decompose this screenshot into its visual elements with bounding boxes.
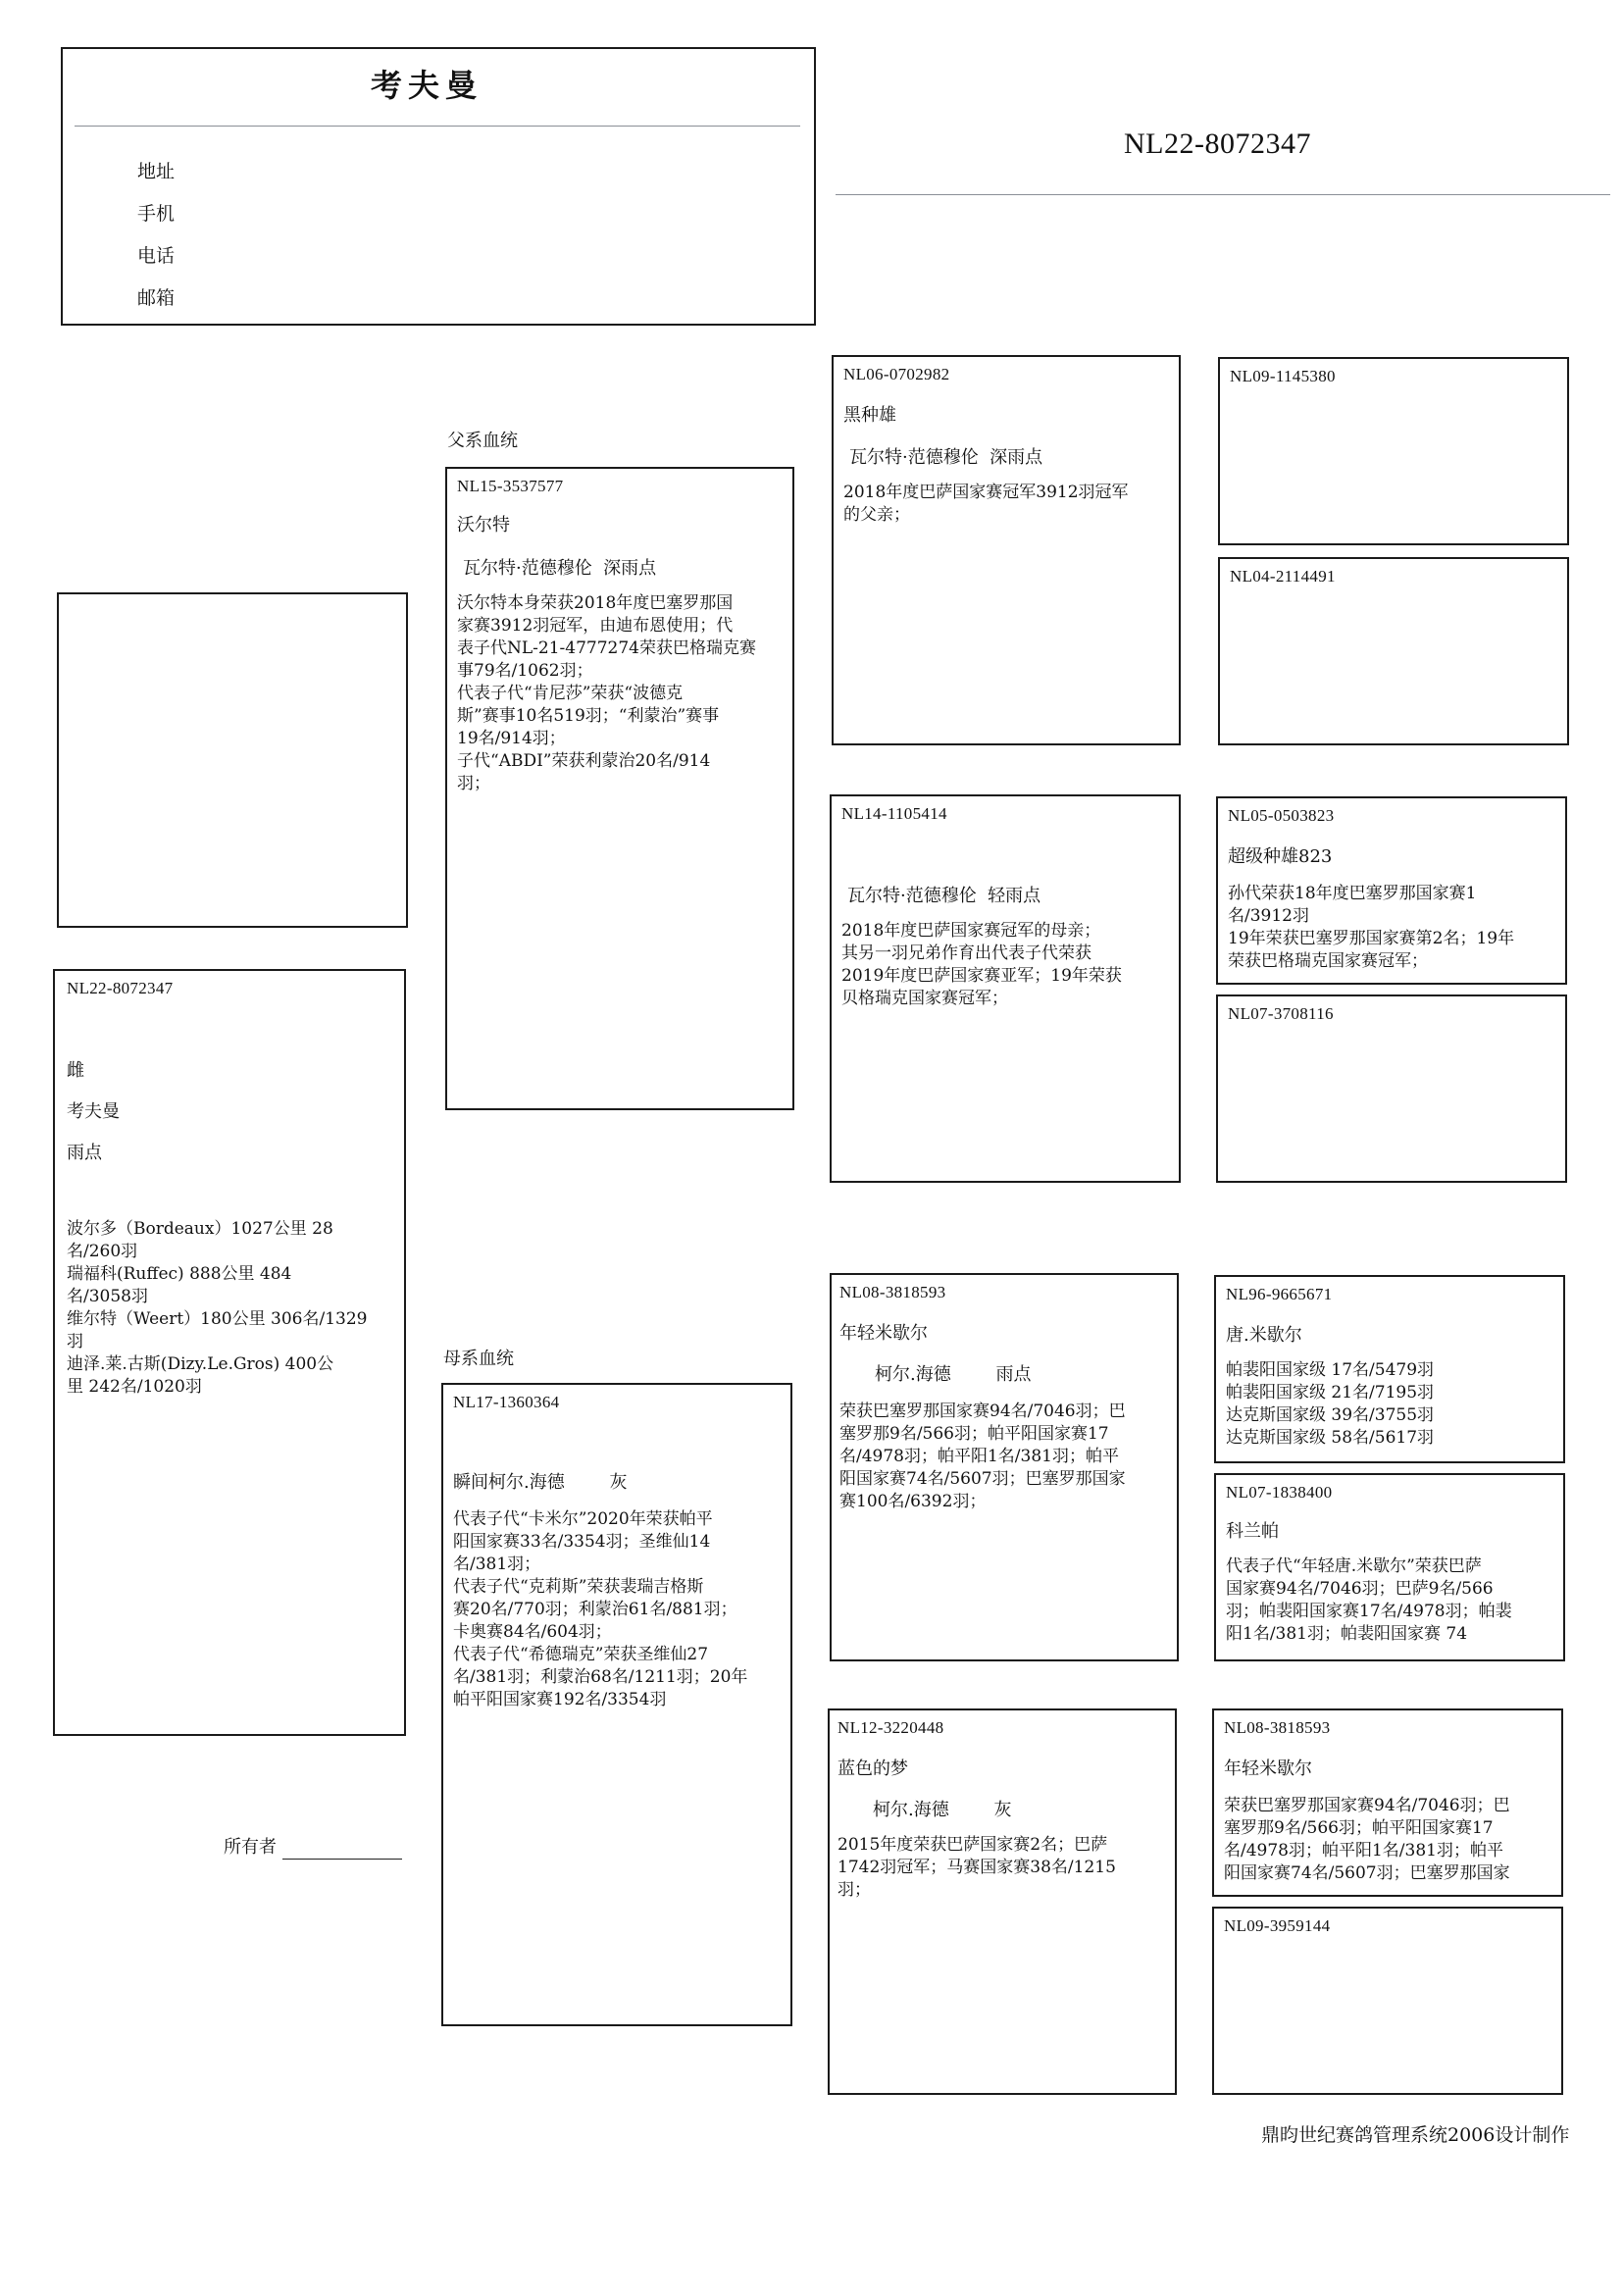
sdd-ring: NL07-3708116 (1228, 1004, 1334, 1023)
sss-ring: NL09-1145380 (1230, 367, 1336, 385)
ddd-ring: NL09-3959144 (1224, 1916, 1331, 1935)
main-ring-divider (836, 194, 1610, 195)
ssd-ring: NL04-2114491 (1230, 567, 1336, 586)
sire-sire-notes: 2018年度巴萨国家赛冠军3912羽冠军 的父亲； (843, 483, 1129, 525)
subject-results: 波尔多（Bordeaux）1027公里 28 名/260羽 瑞福科(Ruffec) 888公里 484 名/3058羽 维尔特（Weert）180公里 306名/1329 羽 迪泽.莱.古斯(Dizy.Le.Gros) 400公 里 242名/1020羽 (67, 1219, 368, 1397)
phone-label: 电话 (137, 245, 176, 267)
dam-dam-name: 蓝色的梦 (837, 1759, 908, 1779)
sire-name: 沃尔特 (457, 515, 510, 535)
dsd-notes: 代表子代“年轻唐.米歇尔”荣获巴萨 国家赛94名/7046羽；巴萨9名/566 羽；帕裴阳国家赛17名/4978羽；帕裴 阳1名/381羽；帕裴阳国家赛 74 (1226, 1556, 1512, 1644)
main-ring-number: NL22-8072347 (1124, 127, 1311, 160)
dam-dam-ring: NL12-3220448 (837, 1718, 944, 1737)
dsd-name: 科兰帕 (1226, 1521, 1279, 1542)
dam-sire-name: 年轻米歇尔 (839, 1323, 928, 1344)
dds-notes: 荣获巴塞罗那国家赛94名/7046羽；巴 塞罗那9名/566羽；帕平阳国家赛17 名/4978羽；帕平阳1名/381羽；帕平 阳国家赛74名/5607羽；巴塞罗那国家 (1224, 1796, 1510, 1883)
dss-name: 唐.米歇尔 (1226, 1325, 1302, 1346)
dam-sire-notes: 荣获巴塞罗那国家赛94名/7046羽；巴 塞罗那9名/566羽；帕平阳国家赛17 名/4978羽；帕平阳1名/381羽；帕平 阳国家赛74名/5607羽；巴塞罗那国家 赛100名/6392羽； (839, 1402, 1126, 1511)
address-label: 地址 (137, 161, 176, 182)
sire-sire-ring: NL06-0702982 (843, 365, 950, 383)
dam-dam-strain: 柯尔.海德 灰 (873, 1800, 1012, 1820)
dss-notes: 帕裴阳国家级 17名/5479羽 帕裴阳国家级 21名/7195羽 达克斯国家级 39名/3755羽 达克斯国家级 58名/5617羽 (1226, 1360, 1435, 1448)
owner-signature-line (282, 1859, 402, 1860)
dam-line-label: 母系血统 (443, 1349, 514, 1369)
sds-ring: NL05-0503823 (1228, 806, 1335, 825)
sds-name: 超级种雄823 (1228, 846, 1333, 867)
sire-dam-notes: 2018年度巴萨国家赛冠军的母亲； 其另一羽兄弟作育出代表子代荣获 2019年度巴萨国家赛亚军；19年荣获 贝格瑞克国家赛冠军； (841, 921, 1122, 1008)
pigeon-photo-box (57, 592, 408, 928)
dss-ring: NL96-9665671 (1226, 1285, 1333, 1303)
sire-dam-ring: NL14-1105414 (841, 804, 947, 823)
dam-ring: NL17-1360364 (453, 1393, 560, 1411)
dam-name: 瞬间 (453, 1472, 488, 1493)
sire-dam-strain: 瓦尔特·范德穆伦 轻雨点 (847, 886, 1041, 906)
sire-sire-name: 黑种雄 (843, 405, 896, 426)
subject-ring: NL22-8072347 (67, 979, 174, 997)
owner-divider (75, 126, 800, 127)
sire-notes: 沃尔特本身荣获2018年度巴塞罗那国 家赛3912羽冠军，由迪布恩使用；代 表子代NL-21-4777274荣获巴格瑞克赛 事79名/1062羽； 代表子代“肯尼莎”荣获“波德克 斯”赛事10名519羽；“利蒙治”赛事 19名/914羽； 子代“ABDI”荣获利蒙治20名/914 羽； (457, 593, 756, 793)
owner-signature-label: 所有者 (224, 1837, 277, 1858)
dam-strain: 柯尔.海德 灰 (488, 1472, 628, 1493)
sire-strain: 瓦尔特·范德穆伦 深雨点 (463, 558, 657, 579)
dam-sire-strain: 柯尔.海德 雨点 (875, 1364, 1032, 1385)
sire-ring: NL15-3537577 (457, 477, 564, 495)
email-label: 邮箱 (137, 287, 176, 309)
dsd-ring: NL07-1838400 (1226, 1483, 1333, 1502)
owner-name: 考夫曼 (371, 67, 483, 104)
subject-sex: 雌 (67, 1060, 84, 1081)
sire-line-label: 父系血统 (447, 431, 518, 451)
dds-name: 年轻米歇尔 (1224, 1759, 1312, 1779)
dds-ring: NL08-3818593 (1224, 1718, 1331, 1737)
dam-dam-notes: 2015年度荣获巴萨国家赛2名；巴萨 1742羽冠军；马赛国家赛38名/1215 羽； (837, 1835, 1116, 1900)
sds-notes: 孙代荣获18年度巴塞罗那国家赛1 名/3912羽 19年荣获巴塞罗那国家赛第2名；19年 荣获巴格瑞克国家赛冠军； (1228, 884, 1515, 971)
subject-breeder: 考夫曼 (67, 1101, 120, 1122)
dam-notes: 代表子代“卡米尔”2020年荣获帕平 阳国家赛33名/3354羽；圣维仙14 名/381羽； 代表子代“克莉斯”荣获裴瑞吉格斯 赛20名/770羽；利蒙治61名/881羽； 卡奥赛84名/604羽； 代表子代“希德瑞克”荣获圣维仙27 名/381羽；利蒙治68名/1211羽；20年 帕平阳国家赛192名/3354羽 (453, 1509, 748, 1709)
sire-sire-strain: 瓦尔特·范德穆伦 深雨点 (849, 447, 1043, 468)
subject-color: 雨点 (67, 1143, 102, 1163)
mobile-label: 手机 (137, 203, 176, 225)
dam-sire-ring: NL08-3818593 (839, 1283, 946, 1301)
footer-credit: 鼎昀世纪赛鸽管理系统2006设计制作 (1261, 2124, 1570, 2146)
